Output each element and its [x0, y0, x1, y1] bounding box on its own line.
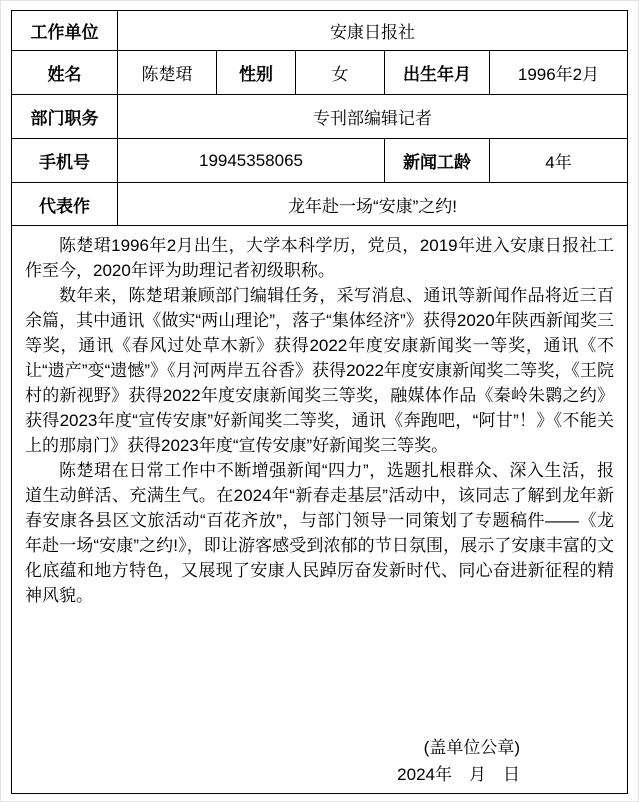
department-label: 部门职务 [12, 95, 118, 139]
work-unit-label: 工作单位 [12, 11, 118, 51]
biography-paragraph-3: 陈楚珺在日常工作中不断增强新闻“四力”，选题扎根群众、深入生活，报道生动鲜活、充满生气。在2024年“新春走基层”活动中，该同志了解到龙年新春安康各县区文旅活动“百花齐放”，与部门领导一同策划了专题稿件——《龙年赴一场“安康”之约!》，即让游客感受到浓郁的节日氛围，展示了安康丰富的文化底蕴和地方特色，又展现了安康人民踔厉奋发新时代、同心奋进新征程的精神风貌。 [25, 461, 614, 605]
biography-section [12, 226, 627, 793]
row-department [12, 95, 627, 139]
personnel-form-table [11, 10, 628, 794]
gender-value: 女 [296, 51, 385, 95]
signature-block [25, 734, 614, 788]
row-representative-work [12, 183, 627, 226]
seniority-label: 新闻工龄 [385, 139, 490, 183]
row-phone-seniority [12, 139, 627, 183]
phone-label: 手机号 [12, 139, 118, 183]
birth-label: 出生年月 [385, 51, 490, 95]
seniority-value: 4年 [490, 139, 627, 183]
name-label: 姓名 [12, 51, 118, 95]
row-name-gender-birth [12, 51, 627, 95]
seal-note: (盖单位公章) [423, 738, 520, 757]
row-work-unit [12, 11, 627, 51]
biography-paragraph-2: 数年来，陈楚珺兼顾部门编辑任务，采写消息、通讯等新闻作品将近三百余篇，其中通讯《做实“两山理论”，落子“集体经济”》获得2020年陕西新闻奖三等奖，通讯《春风过处草木新》获得2022年度安康新闻奖一等奖，通讯《不让“遗产”变“遗憾”》《月河两岸五谷香》获得2022年度安康新闻奖二等奖，《王院村的新视野》获得2022年度安康新闻奖三等奖，融媒体作品《秦岭朱鹮之约》获得2023年度“宣传安康”好新闻奖二等奖，通讯《奔跑吧，“阿甘”！》《不能关上的那扇门》获得2023年度“宣传安康”好新闻奖三等奖。 [25, 286, 614, 455]
department-value: 专刊部编辑记者 [118, 95, 627, 139]
representative-work-label: 代表作 [12, 183, 118, 226]
birth-value: 1996年2月 [490, 51, 627, 95]
phone-value: 19945358065 [118, 139, 385, 183]
representative-work-value: 龙年赴一场“安康”之约! [118, 183, 627, 226]
gender-label: 性别 [217, 51, 296, 95]
biography-paragraph-1: 陈楚珺1996年2月出生，大学本科学历，党员，2019年进入安康日报社工作至今，2020年评为助理记者初级职称。 [25, 236, 614, 280]
date-line: 2024年 月 日 [397, 765, 520, 784]
name-value: 陈楚珺 [118, 51, 217, 95]
work-unit-value: 安康日报社 [118, 11, 627, 51]
